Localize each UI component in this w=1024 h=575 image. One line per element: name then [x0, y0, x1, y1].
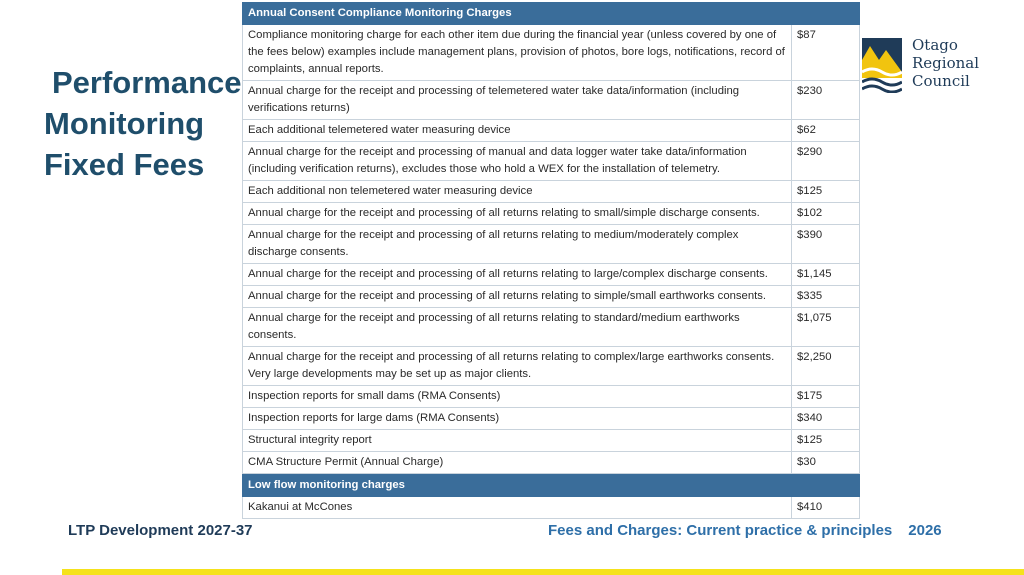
fee-description: Kakanui at McCones	[243, 497, 792, 519]
fee-amount: $230	[792, 81, 860, 120]
section-header-blank	[792, 2, 860, 25]
fee-description: Inspection reports for small dams (RMA Consents)	[243, 386, 792, 408]
fee-amount: $290	[792, 142, 860, 181]
fee-description: Annual charge for the receipt and processing of all returns relating to small/simple discharge consents.	[243, 203, 792, 225]
fee-description: Annual charge for the receipt and processing of all returns relating to simple/small earthworks consents.	[243, 286, 792, 308]
fee-amount: $102	[792, 203, 860, 225]
logo-line: Council	[912, 72, 970, 90]
fee-description: Annual charge for the receipt and processing of all returns relating to medium/moderately complex discharge consents.	[243, 225, 792, 264]
fee-description: Annual charge for the receipt and processing of all returns relating to large/complex discharge consents.	[243, 264, 792, 286]
fee-description: Structural integrity report	[243, 430, 792, 452]
table-row	[243, 181, 860, 203]
fee-amount: $390	[792, 225, 860, 264]
fee-description: Annual charge for the receipt and processing of all returns relating to standard/medium earthworks consents.	[243, 308, 792, 347]
fee-amount: $87	[792, 25, 860, 81]
table-row	[243, 25, 860, 81]
footer-left: LTP Development 2027-37	[68, 522, 253, 539]
table-row	[243, 286, 860, 308]
table-row	[243, 225, 860, 264]
section-header: Low flow monitoring charges	[243, 474, 792, 497]
footer-right	[548, 522, 942, 539]
fee-amount: $2,250	[792, 347, 860, 386]
table-row	[243, 264, 860, 286]
table-row	[243, 308, 860, 347]
table-row	[243, 386, 860, 408]
footer-year: 2026	[908, 522, 942, 539]
fee-description: Annual charge for the receipt and processing of all returns relating to complex/large earthworks consents. Very large developments may be set up as major clients.	[243, 347, 792, 386]
page-title	[44, 62, 244, 185]
table-row	[243, 408, 860, 430]
title-line: Performance	[52, 65, 242, 100]
fee-amount: $30	[792, 452, 860, 474]
section-header-row	[243, 474, 860, 497]
table-row	[243, 347, 860, 386]
fee-description: Annual charge for the receipt and processing of manual and data logger water take data/information (including verification returns), excludes those who hold a WEX for the installation of telemetry.	[243, 142, 792, 181]
section-header-row	[243, 2, 860, 25]
table-row	[243, 142, 860, 181]
logo-line: Otago	[912, 36, 958, 54]
mountain-logo-icon	[862, 38, 902, 93]
table-row	[243, 452, 860, 474]
title-line: Fixed Fees	[44, 147, 205, 182]
fee-description: Annual charge for the receipt and processing of telemetered water take data/information (including verifications returns)	[243, 81, 792, 120]
fee-description: Compliance monitoring charge for each other item due during the financial year (unless covered by one of the fees below) examples include management plans, provision of photos, bore logs, notifications, record of complaints, annual reports.	[243, 25, 792, 81]
fee-description: Each additional non telemetered water measuring device	[243, 181, 792, 203]
logo-text	[912, 36, 979, 90]
fee-description: Each additional telemetered water measuring device	[243, 120, 792, 142]
fee-amount: $175	[792, 386, 860, 408]
fee-amount: $340	[792, 408, 860, 430]
fee-amount: $335	[792, 286, 860, 308]
fee-amount: $125	[792, 181, 860, 203]
section-header: Annual Consent Compliance Monitoring Charges	[243, 2, 792, 25]
fee-description: Inspection reports for large dams (RMA Consents)	[243, 408, 792, 430]
table-row	[243, 203, 860, 225]
table-row	[243, 120, 860, 142]
fees-table	[242, 2, 860, 519]
fee-amount: $410	[792, 497, 860, 519]
fee-description: CMA Structure Permit (Annual Charge)	[243, 452, 792, 474]
logo-line: Regional	[912, 54, 980, 72]
fee-amount: $1,075	[792, 308, 860, 347]
accent-bar	[62, 569, 1024, 575]
title-line: Monitoring	[44, 106, 205, 141]
fee-amount: $125	[792, 430, 860, 452]
footer-subtitle: Fees and Charges: Current practice & principles	[548, 522, 893, 539]
section-header-blank	[792, 474, 860, 497]
table-row	[243, 81, 860, 120]
fee-amount: $1,145	[792, 264, 860, 286]
table-row	[243, 497, 860, 519]
table-row	[243, 430, 860, 452]
fee-amount: $62	[792, 120, 860, 142]
council-logo	[862, 36, 992, 96]
